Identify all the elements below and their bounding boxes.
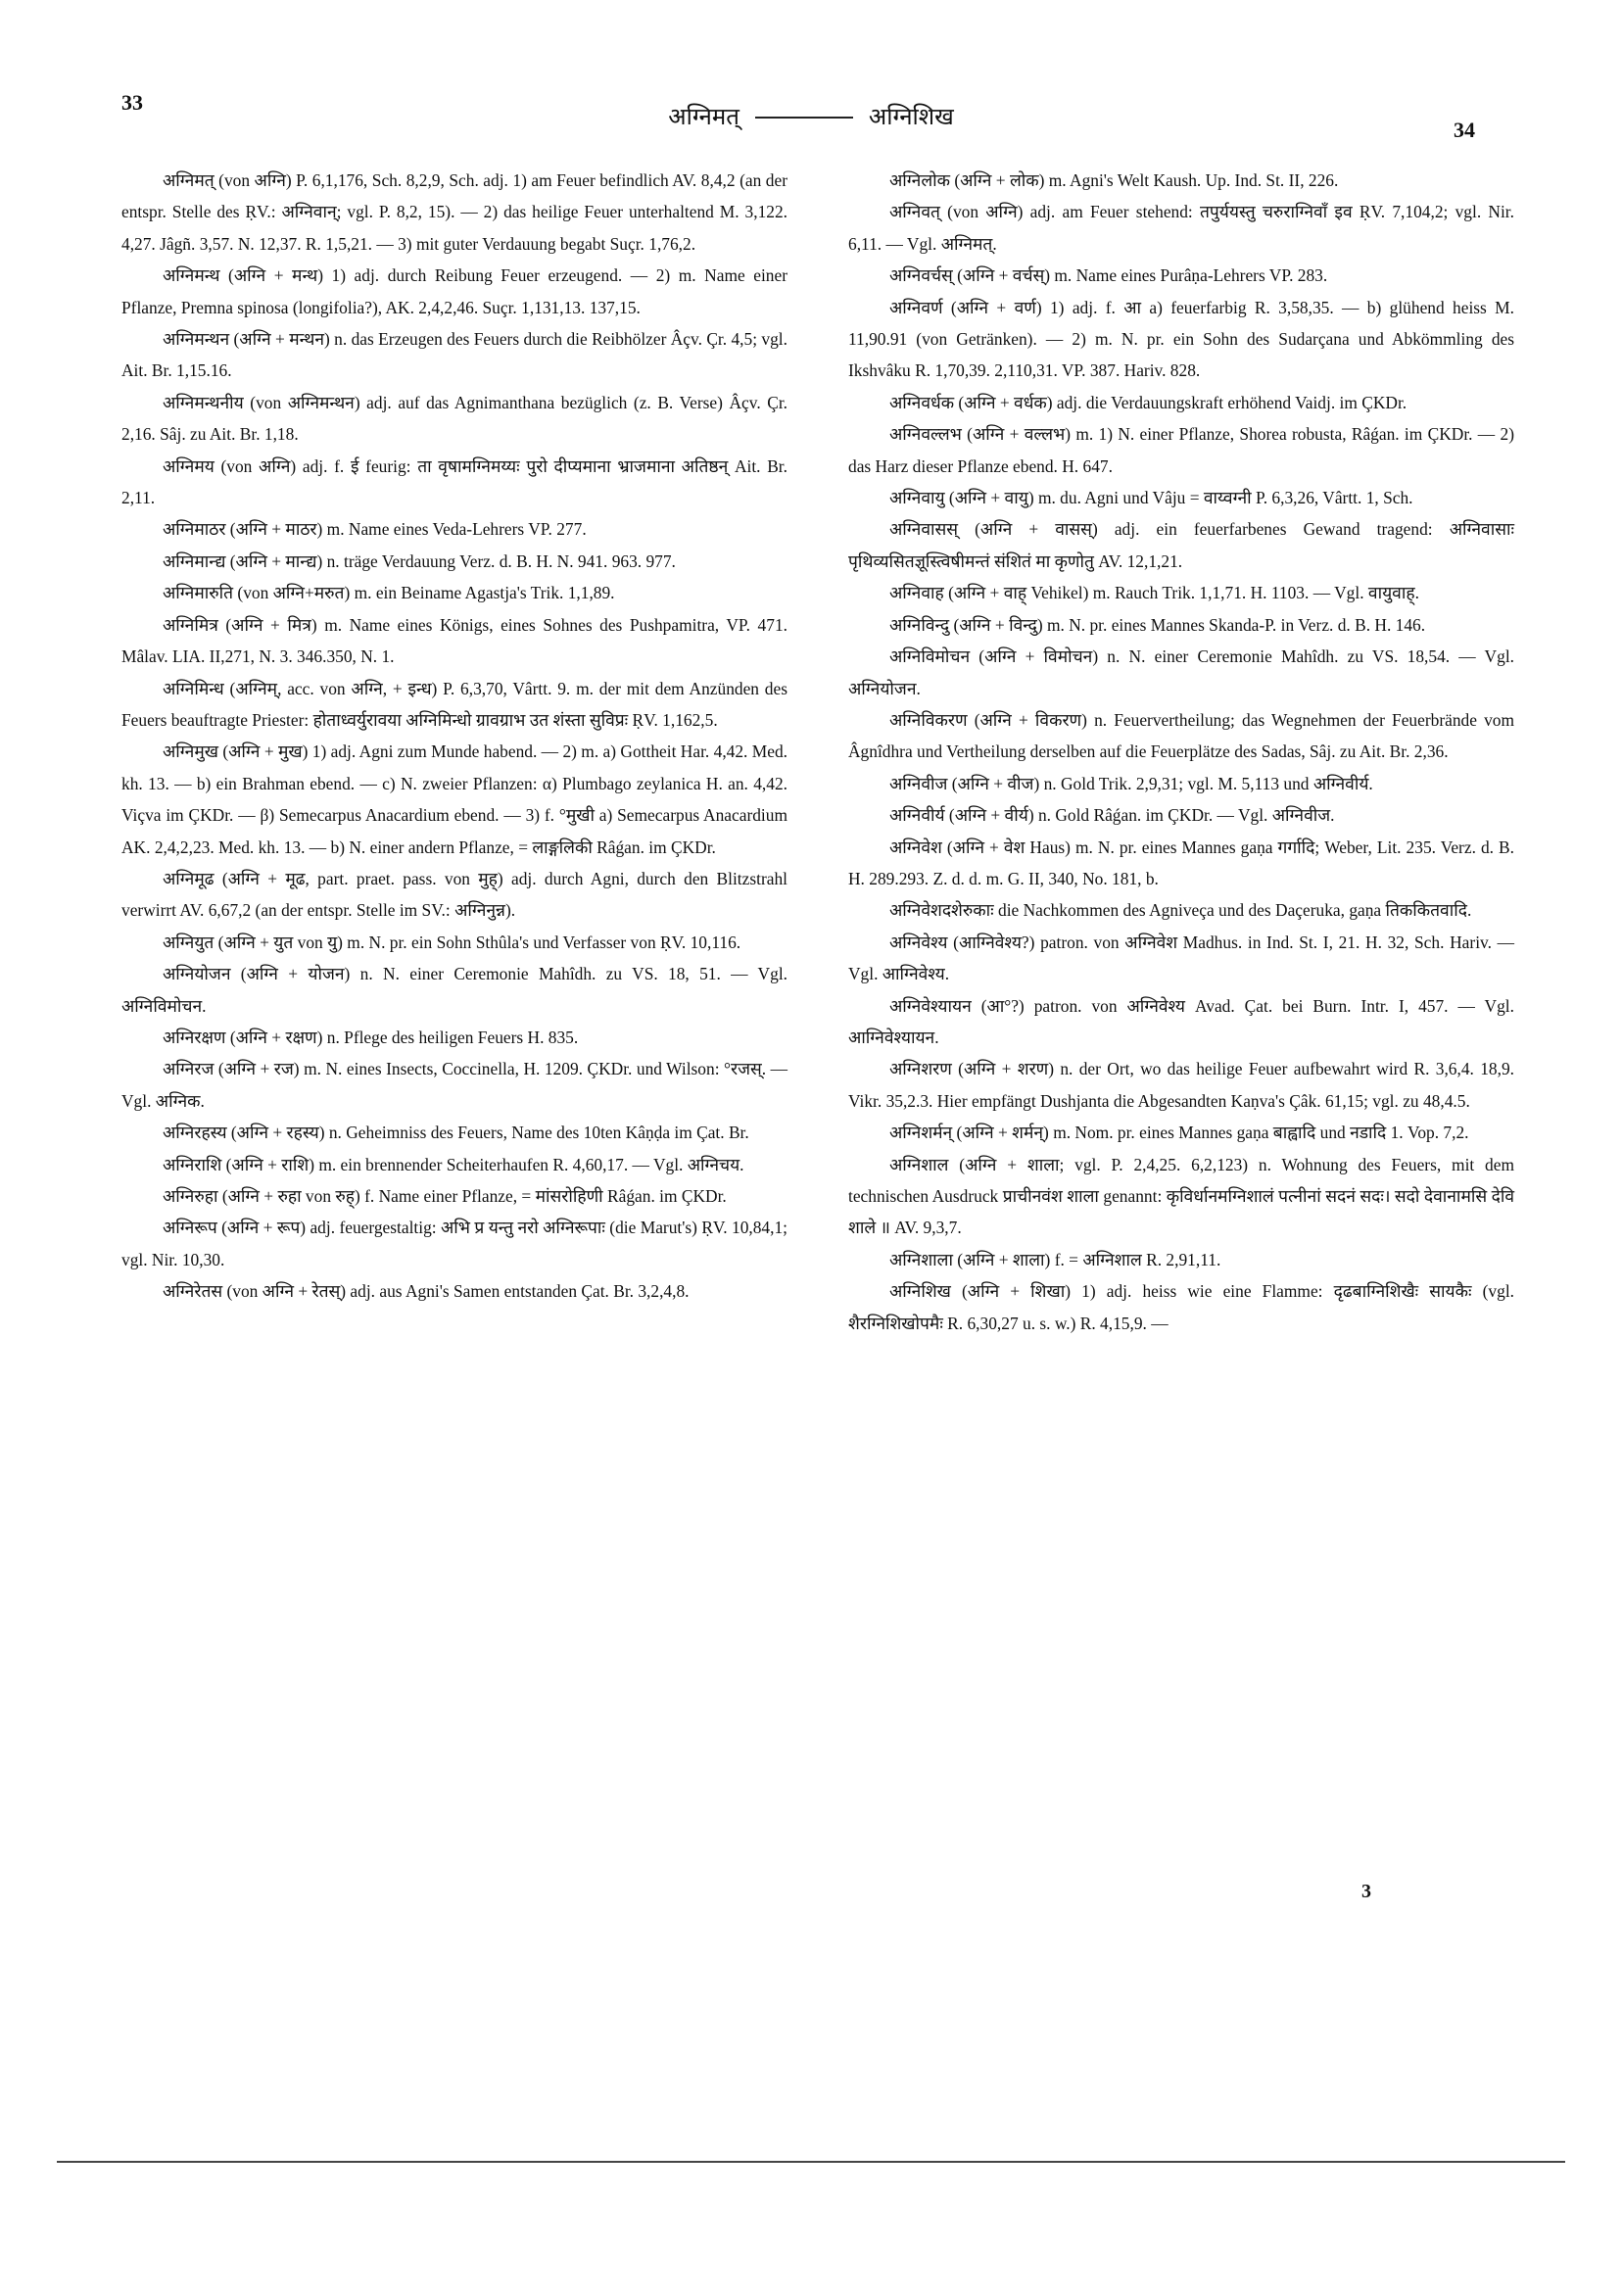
dictionary-entry: अग्निवर्ण (अग्नि + वर्ण) 1) adj. f. आ a) feuerfarbig R. 3,58,35. — b) glühend heiss M. 11,90.91 (von Getränken). — 2) m. N. pr. ein Sohn des Sudarçana und Abkömmling des Ikshvâku R. 1,70,39. 2,110,31. VP. 387. Hariv. 828. (848, 297, 1514, 381)
dictionary-entry: अग्निरेतस (von अग्नि + रेतस्) adj. aus Agni's Samen entstanden Çat. Br. 3,2,4,8. (163, 1281, 690, 1302)
dictionary-entry: अग्निमन्थन (अग्नि + मन्थन) n. das Erzeugen des Feuers durch die Reibhölzer Âçv. Çr. 4,5; vgl. Ait. Br. 1,15.16. (121, 329, 787, 381)
dictionary-entry: अग्निवेश (अग्नि + वेश Haus) m. N. pr. eines Mannes gaṇa गर्गादि; Weber, Lit. 235. Verz. d. B. H. 289.293. Z. d. d. m. G. II, 340, No. 181, b. (848, 837, 1514, 888)
dictionary-entry: अग्निविकरण (अग्नि + विकरण) n. Feuervertheilung; das Wegnehmen der Feuerbrände vom Âgnîdhra und Vertheilung derselben auf die Feuerplätze des Sadas, Sâj. zu Ait. Br. 2,36. (848, 709, 1514, 762)
dictionary-entry: अग्निवासस् (अग्नि + वासस्) adj. ein feuerfarbenes Gewand tragend: अग्निवासाः पृथिव्यसितज्ञूस्त्विषीमन्तं संशितं मा कृणोतु AV. 12,1,21. (848, 519, 1514, 571)
running-header (0, 100, 1622, 132)
left-page-number: 33 (121, 90, 143, 115)
dictionary-entry: अग्निवर्चस् (अग्नि + वर्चस्) m. Name eines Purâṇa-Lehrers VP. 283. (889, 265, 1328, 286)
dictionary-entry: अग्निशाल (अग्नि + शाला; vgl. P. 2,4,25. 6,2,123) n. Wohnung des Feuers, mit dem technischen Ausdruck प्राचीनवंश शाला genannt: कृविर्धानमग्निशालं पत्नीनां सदनं सदः। सदो देवानामसि देवि शाले ॥ AV. 9,3,7. (848, 1154, 1514, 1238)
dictionary-entry: अग्निरुहा (अग्नि + रुहा von रुह्) f. Name einer Pflanze, = मांसरोहिणी Râǵan. im ÇKDr. (163, 1186, 727, 1206)
dictionary-entry: अग्निवीज (अग्नि + वीज) n. Gold Trik. 2,9,31; vgl. M. 5,113 und अग्निवीर्य. (889, 773, 1373, 793)
dictionary-entry: अग्निरक्षण (अग्नि + रक्षण) n. Pflege des heiligen Feuers H. 835. (163, 1027, 579, 1047)
right-page-number: 34 (1454, 118, 1475, 142)
dictionary-entry: अग्निराशि (अग्नि + राशि) m. ein brennender Scheiterhaufen R. 4,60,17. — Vgl. अग्निचय. (163, 1154, 744, 1174)
dictionary-entry: अग्निवत् (von अग्नि) adj. am Feuer stehend: तपुर्ययस्तु चरुराग्निवाँ इव ṚV. 7,104,2; vgl. Nir. 6,11. — Vgl. अग्निमत्. (848, 202, 1514, 254)
left-column (121, 165, 787, 1308)
dictionary-entry: अग्निशर्मन् (अग्नि + शर्मन्) m. Nom. pr. eines Mannes gaṇa बाह्वादि und नडादि 1. Vop. 7,2. (889, 1123, 1469, 1143)
dictionary-entry: अग्निशाला (अग्नि + शाला) f. = अग्निशाल R. 2,91,11. (889, 1249, 1221, 1269)
dictionary-entry: अग्निमत् (von अग्नि) P. 6,1,176, Sch. 8,2,9, Sch. adj. 1) am Feuer befindlich AV. 8,4,2 (an der entspr. Stelle des ṚV.: अग्निवान्; vgl. P. 8,2, 15). — 2) das heilige Feuer unterhaltend M. 3,122. 4,27. Jâgñ. 3,57. N. 12,37. R. 1,5,21. — 3) mit guter Verdauung begabt Suçr. 1,76,2. (121, 170, 787, 254)
signature-mark: 3 (1361, 1881, 1371, 1902)
bottom-rule (57, 2161, 1565, 2163)
dictionary-entry: अग्निरज (अग्नि + रज) m. N. eines Insects, Coccinella, H. 1209. ÇKDr. und Wilson: °रजस्. — Vgl. अग्निक. (121, 1059, 787, 1111)
right-column (848, 165, 1514, 1339)
dictionary-entry: अग्नियोजन (अग्नि + योजन) n. N. einer Ceremonie Mahîdh. zu VS. 18, 51. — Vgl. अग्निविमोचन. (121, 964, 787, 1016)
dictionary-entry: अग्निमय (von अग्नि) adj. f. ई feurig: ता वृषामग्निमय्यः पुरो दीप्यमाना भ्राजमाना अतिष्ठन् Ait. Br. 2,11. (121, 455, 787, 508)
header-left-word: अग्निमत् (668, 103, 739, 130)
dictionary-entry: अग्निरहस्य (अग्नि + रहस्य) n. Geheimniss des Feuers, Name des 10ten Kâṇḍa im Çat. Br. (163, 1123, 749, 1143)
dictionary-entry: अग्निरूप (अग्नि + रूप) adj. feuergestaltig: अभि प्र यन्तु नरो अग्निरूपाः (die Marut's) ṚV. 10,84,1; vgl. Nir. 10,30. (121, 1218, 787, 1269)
dictionary-entry: अग्निवेश्य (आग्निवेश्य?) patron. von अग्निवेश Madhus. in Ind. St. I, 21. H. 32, Sch. Hariv. — Vgl. आग्निवेश्य. (848, 932, 1514, 984)
dictionary-entry: अग्निविमोचन (अग्नि + विमोचन) n. N. einer Ceremonie Mahîdh. zu VS. 18,54. — Vgl. अग्नियोजन. (848, 646, 1514, 698)
dictionary-entry: अग्निमाठर (अग्नि + माठर) m. Name eines Veda-Lehrers VP. 277. (163, 519, 587, 540)
dictionary-entry: अग्निवायु (अग्नि + वायु) m. du. Agni und Vâju = वाय्वग्नी P. 6,3,26, Vârtt. 1, Sch. (889, 488, 1413, 508)
dictionary-entry: अग्निवाह (अग्नि + वाह् Vehikel) m. Rauch Trik. 1,1,71. H. 1103. — Vgl. वायुवाह्. (889, 583, 1419, 603)
dictionary-entry: अग्निमन्थनीय (von अग्निमन्थन) adj. auf das Agnimanthana bezüglich (z. B. Verse) Âçv. Çr. 2,16. Sâj. zu Ait. Br. 1,18. (121, 392, 787, 445)
header-dash (755, 117, 853, 119)
dictionary-entry: अग्निवेशदशेरुकाः die Nachkommen des Agniveça und des Daçeruka, gaṇa तिककितवादि. (889, 900, 1472, 921)
dictionary-entry: अग्निमन्थ (अग्नि + मन्थ) 1) adj. durch Reibung Feuer erzeugend. — 2) m. Name einer Pflanze, Premna spinosa (longifolia?), AK. 2,4,2,46. Suçr. 1,131,13. 137,15. (121, 265, 787, 317)
dictionary-entry: अग्निवीर्य (अग्नि + वीर्य) n. Gold Râǵan. im ÇKDr. — Vgl. अग्निवीज. (889, 805, 1335, 826)
dictionary-entry: अग्निवेश्यायन (आ°?) patron. von अग्निवेश्य Avad. Çat. bei Burn. Intr. I, 457. — Vgl. आग्निवेश्यायन. (848, 995, 1514, 1047)
dictionary-entry: अग्निमूढ (अग्नि + मूढ, part. praet. pass. von मुह्) adj. durch Agni, durch den Blitzstrahl verwirrt AV. 6,67,2 (an der entspr. Stelle im SV.: अग्निनुन्न). (121, 868, 787, 921)
dictionary-entry: अग्निलोक (अग्नि + लोक) m. Agni's Welt Kaush. Up. Ind. St. II, 226. (889, 170, 1339, 190)
dictionary-entry: अग्निमारुति (von अग्नि+मरुत) m. ein Beiname Agastja's Trik. 1,1,89. (163, 583, 615, 603)
dictionary-entry: अग्निवल्लभ (अग्नि + वल्लभ) m. 1) N. einer Pflanze, Shorea robusta, Râǵan. im ÇKDr. — 2) das Harz dieser Pflanze ebend. H. 647. (848, 424, 1514, 476)
dictionary-entry: अग्निमित्र (अग्नि + मित्र) m. Name eines Königs, eines Sohnes des Pushpamitra, VP. 471. Mâlav. LIA. II,271, N. 3. 346.350, N. 1. (121, 614, 787, 667)
dictionary-entry: अग्निविन्दु (अग्नि + विन्दु) m. N. pr. eines Mannes Skanda-P. in Verz. d. B. H. 146. (889, 614, 1426, 635)
header-right-word: अग्निशिख (868, 103, 954, 130)
dictionary-entry: अग्निशरण (अग्नि + शरण) n. der Ort, wo das heilige Feuer aufbewahrt wird R. 3,6,4. 18,9. Vikr. 35,2.3. Hier empfängt Dushjanta die Abgesandten Kaṇva's Çâk. 61,15; vgl. zu 48,4.5. (848, 1059, 1514, 1111)
dictionary-entry: अग्निमान्द्य (अग्नि + मान्द्य) n. träge Verdauung Verz. d. B. H. N. 941. 963. 977. (163, 550, 676, 571)
dictionary-entry: अग्निमुख (अग्नि + मुख) 1) adj. Agni zum Munde habend. — 2) m. a) Gottheit Har. 4,42. Med. kh. 13. — b) ein Brahman ebend. — c) N. zweier Pflanzen: α) Plumbago zeylanica H. an. 4,42. Viçva im ÇKDr. — β) Semecarpus Anacardium ebend. — 3) f. °मुखी a) Semecarpus Anacardium AK. 2,4,2,23. Med. kh. 13. — b) N. einer andern Pflanze, = लाङ्गलिकी Râǵan. im ÇKDr. (121, 741, 787, 857)
dictionary-entry: अग्निशिख (अग्नि + शिखा) 1) adj. heiss wie eine Flamme: दृढबाग्निशिखैः सायकैः (vgl. शैरग्निशिखोपमैः R. 6,30,27 u. s. w.) R. 4,15,9. — (848, 1281, 1514, 1333)
dictionary-entry: अग्निमिन्ध (अग्निम्, acc. von अग्नि, + इन्ध) P. 6,3,70, Vârtt. 9. m. der mit dem Anzünden des Feuers beauftragte Priester: होताध्वर्युरावया अग्निमिन्धो ग्रावग्राभ उत शंस्ता सुविप्रः ṚV. 1,162,5. (121, 678, 787, 730)
dictionary-entry: अग्निवर्धक (अग्नि + वर्धक) adj. die Verdauungskraft erhöhend Vaidj. im ÇKDr. (889, 392, 1407, 412)
dictionary-entry: अग्नियुत (अग्नि + युत von यु) m. N. pr. ein Sohn Sthûla's und Verfasser von ṚV. 10,116. (163, 932, 741, 952)
